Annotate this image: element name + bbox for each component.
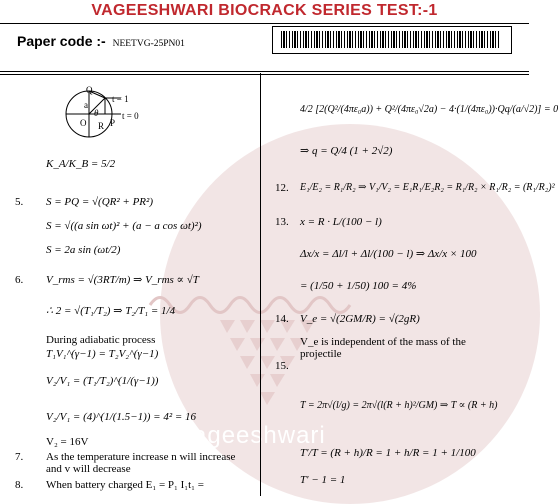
q6-line-6: V₂/V₁ = (4)^(1/(1.5−1)) = 4² = 16 [46,411,197,423]
q15-line-1: T = 2π√(l/g) = 2π√(l(R + h)²/GM) ⇒ T ∝ (R + h) [300,400,498,411]
header-bottom-rule-2 [0,74,529,75]
diagram-label-t0: t = 0 [122,111,139,121]
diagram-label-t1: t = 1 [112,94,129,104]
series-title: VAGEESHWARI BIOCRACK SERIES TEST:-1 [91,2,438,19]
q13-line-3: = (1/50 + 1/50) 100 = 4% [300,280,417,292]
q5-number: 5. [15,196,24,208]
q12-equation: E₁/E₂ = R₁/R₂ ⇒ V₁/V₂ = E₁R₁/E₂R₂ = R₁/R₂ × R₁/R₂ = (R₁/R₂)² [300,182,555,193]
q6-line-7: V₂ = 16V [46,436,89,448]
diagram-label-o: O [80,118,87,128]
q15-number: 15. [275,360,289,372]
q14-number: 14. [275,313,289,325]
q13-line-1: x = R · L/(100 − l) [300,216,382,228]
barcode-bars [281,31,501,48]
q7-line-2: and v will decrease [46,463,131,475]
diagram-label-theta: θ [94,108,99,118]
ke-ratio: K_A/K_B = 5/2 [46,158,116,170]
q6-line-3: During adiabatic process [46,334,156,346]
q7-line-1: As the temperature increase n will increase [46,451,236,463]
q15-line-3: T′ − 1 = 1 [300,474,346,486]
header-bottom-rule [0,71,529,72]
q6-line-2: ∴ 2 = √(T₁/T₂) ⇒ T₂/T₁ = 1/4 [46,305,176,317]
barcode [272,26,512,54]
paper-code [17,33,185,49]
diagram-label-p: P [110,118,116,128]
paper-code-label: Paper code :- [17,33,106,49]
paper-code-value: NEETVG-25PN01 [112,39,185,49]
diagram-label-r: R [98,121,105,131]
q6-line-1: V_rms = √(3RT/m) ⇒ V_rms ∝ √T [46,274,199,286]
watermark-text: vageeshwari [180,422,326,449]
q12-number: 12. [275,182,289,194]
q7-number: 7. [15,451,24,463]
q5-line-1: S = PQ = √(QR² + PR²) [46,196,153,208]
q6-line-5: V₂/V₁ = (T₁/T₂)^(1/(γ−1)) [46,375,159,387]
q14-line-2: V_e is independent of the mass of the [300,336,466,348]
q8-number: 8. [15,479,24,491]
q8-line-1: When battery charged E₁ = P₁ I₁t₁ = [46,479,204,491]
q5-line-2: S = √((a sin ωt)² + (a − a cos ωt)²) [46,220,202,232]
q6-line-4: T₁V₁^(γ−1) = T₂V₂^(γ−1) [46,348,159,360]
q14-line-1: V_e = √(2GM/R) = √(2gR) [300,313,420,325]
potential-energy-equation: 4/2 [2(Q²/(4πε₀a)) + Q²/(4πε₀√2a) − 4·(1/(4πε₀))·Qq/(a/√2)] = 0 [300,104,558,115]
q14-line-3: projectile [300,348,342,360]
circle-diagram [50,80,170,140]
diagram-label-a: a [84,100,88,110]
column-divider [260,73,261,496]
diagram-label-q: Q [86,85,93,95]
header-divider [0,23,529,24]
q15-line-2: T′/T = (R + h)/R = 1 + h/R = 1 + 1/100 [300,447,476,459]
charge-result: ⇒ q = Q/4 (1 + 2√2) [300,145,393,157]
q6-number: 6. [15,274,24,286]
q13-line-2: Δx/x = Δl/l + Δl/(100 − l) ⇒ Δx/x × 100 [300,248,477,260]
q13-number: 13. [275,216,289,228]
q5-line-3: S = 2a sin (ωt/2) [46,244,121,256]
